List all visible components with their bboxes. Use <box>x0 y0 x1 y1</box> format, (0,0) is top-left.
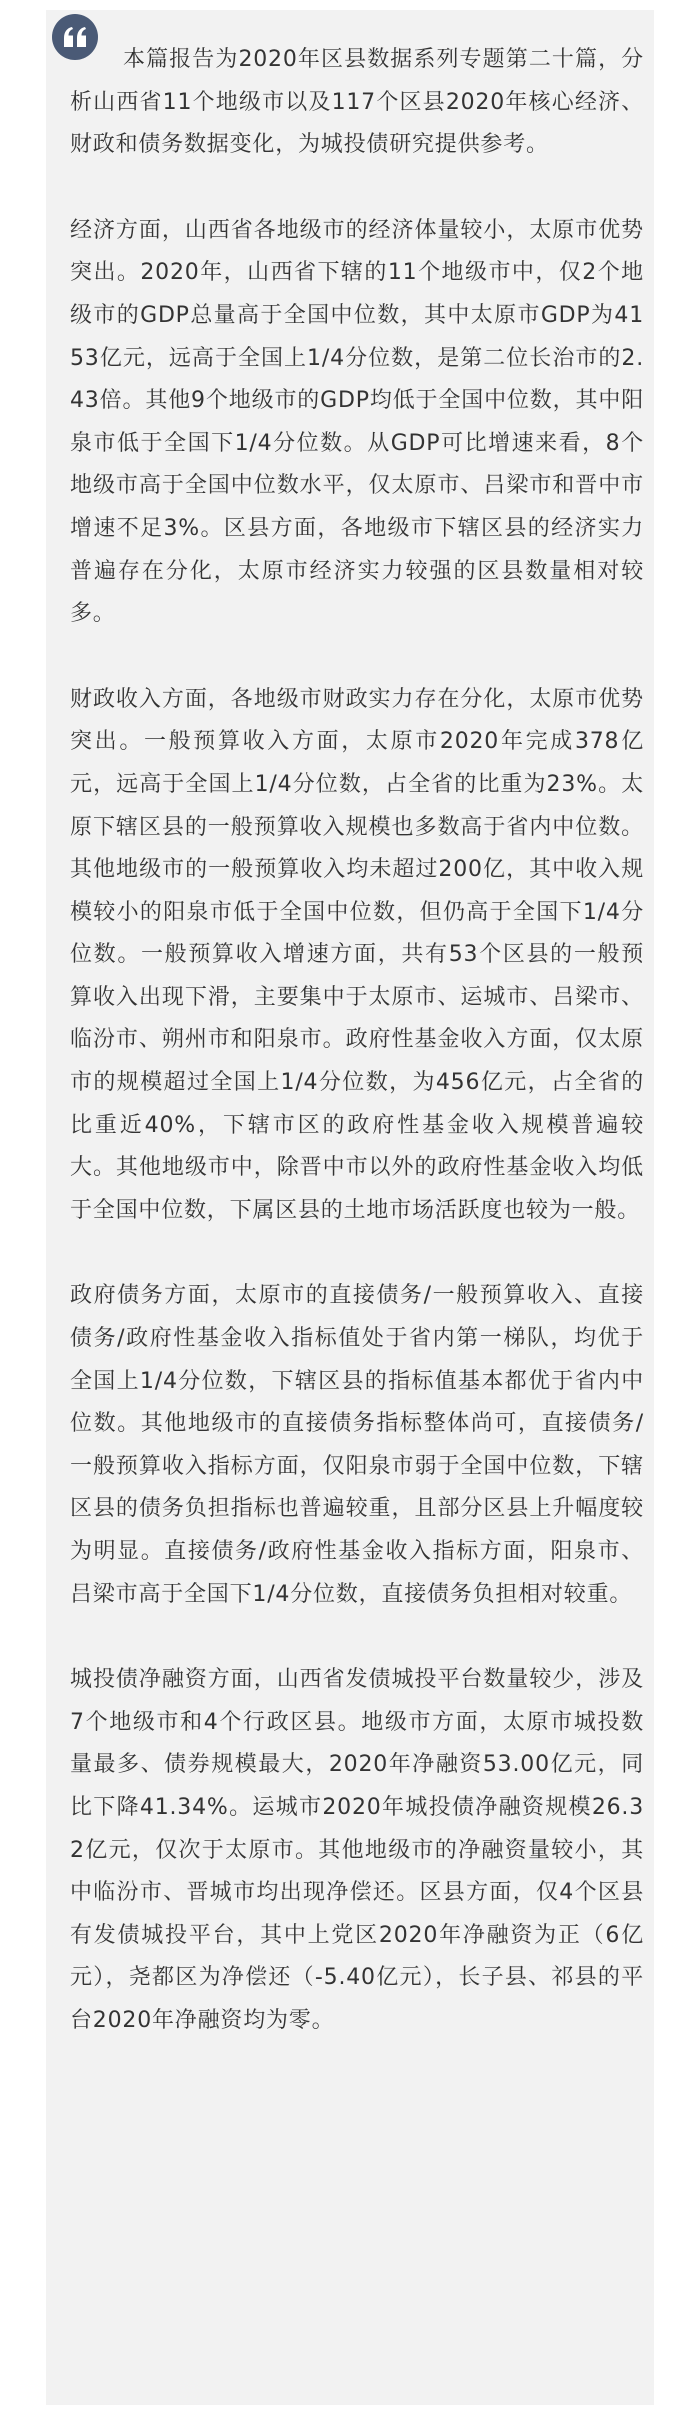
article-body <box>70 39 644 2043</box>
fiscal-revenue-paragraph: 财政收入方面，各地级市财政实力存在分化，太原市优势突出。一般预算收入方面，太原市2020年完成378亿元，远高于全国上1/4分位数，占全省的比重为23%。太原下辖区县的一般预算收入规模也多数高于省内中位数。其他地级市的一般预算收入均未超过200亿，其中收入规模较小的阳泉市低于全国中位数，但仍高于全国下1/4分位数。一般预算收入增速方面，共有53个区县的一般预算收入出现下滑，主要集中于太原市、运城市、吕梁市、临汾市、朔州市和阳泉市。政府性基金收入方面，仅太原市的规模超过全国上1/4分位数，为456亿元，占全省的比重近40%，下辖市区的政府性基金收入规模普遍较大。其他地级市中，除晋中市以外的政府性基金收入均低于全国中位数，下属区县的土地市场活跃度也较为一般。 <box>70 686 644 1223</box>
urban-investment-bond-paragraph: 城投债净融资方面，山西省发债城投平台数量较少，涉及7个地级市和4个行政区县。地级市方面，太原市城投数量最多、债券规模最大，2020年净融资53.00亿元，同比下降41.34%。运城市2020年城投债净融资规模26.32亿元，仅次于太原市。其他地级市的净融资量较小，其中临汾市、晋城市均出现净偿还。区县方面，仅4个区县有发债城投平台，其中上党区2020年净融资为正（6亿元），尧都区为净偿还（-5.40亿元），长子县、祁县的平台2020年净融资均为零。 <box>70 1667 644 2033</box>
economy-paragraph: 经济方面，山西省各地级市的经济体量较小，太原市优势突出。2020年，山西省下辖的11个地级市中，仅2个地级市的GDP总量高于全国中位数，其中太原市GDP为4153亿元，远高于全国上1/4分位数，是第二位长治市的2.43倍。其他9个地级市的GDP均低于全国中位数，其中阳泉市低于全国下1/4分位数。从GDP可比增速来看，8个地级市高于全国中位数水平，仅太原市、吕梁市和晋中市增速不足3%。区县方面，各地级市下辖区县的经济实力普遍存在分化，太原市经济实力较强的区县数量相对较多。 <box>70 217 644 627</box>
government-debt-paragraph: 政府债务方面，太原市的直接债务/一般预算收入、直接债务/政府性基金收入指标值处于省内第一梯队，均优于全国上1/4分位数，下辖区县的指标值基本都优于省内中位数。其他地级市的直接债务指标整体尚可，直接债务/一般预算收入指标方面，仅阳泉市弱于全国中位数，下辖区县的债务负担指标也普遍较重，且部分区县上升幅度较为明显。直接债务/政府性基金收入指标方面，阳泉市、吕梁市高于全国下1/4分位数，直接债务负担相对较重。 <box>70 1283 644 1607</box>
quote-card <box>46 10 654 2405</box>
intro-paragraph: 本篇报告为2020年区县数据系列专题第二十篇，分析山西省11个地级市以及117个区县2020年核心经济、财政和债务数据变化，为城投债研究提供参考。 <box>70 47 644 158</box>
